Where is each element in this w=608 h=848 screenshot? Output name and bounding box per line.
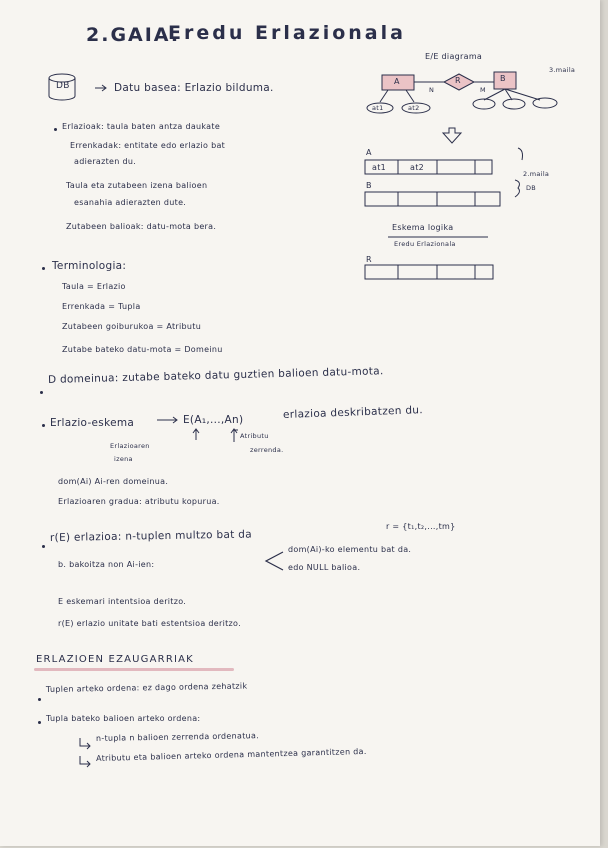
terminology-item-2: Errenkada = Tupla — [62, 302, 141, 311]
relation-def-branch-1: dom(Ai)-ko elementu bat da. — [288, 545, 412, 554]
bullet — [54, 128, 57, 131]
er-diagram-label: E/E diagrama — [425, 52, 483, 61]
arrow-icon — [95, 85, 106, 91]
schema-def-formula: E(A₁,...,An) — [183, 414, 244, 426]
bullet — [38, 698, 41, 701]
features-sub-2: Atributu eta balioen arteko ordena mantentzea garantitzen da. — [95, 746, 367, 763]
terminology-heading: Terminologia: — [52, 260, 127, 272]
relation-def-set: r = {t₁,t₂,...,tm} — [386, 522, 456, 531]
logic-schema-title: Eskema logika — [392, 223, 454, 232]
schema-level-note: 2.maila — [523, 170, 550, 178]
bullet — [42, 424, 45, 427]
chapter-number: 2.GAIA. — [86, 24, 181, 46]
db-icon-label: DB — [56, 81, 70, 91]
features-heading: ERLAZIOEN EZAUGARRIAK — [36, 654, 194, 665]
intension-line-1: E eskemari intentsioa deritzo. — [58, 597, 187, 606]
schema-def-rest: erlazioa deskribatzen du. — [282, 404, 424, 421]
schema-def-attr-label-1: Atributu — [240, 432, 269, 440]
arrow-icon — [80, 756, 90, 767]
attr2-label: at2 — [408, 104, 420, 112]
table-a-label: A — [366, 148, 372, 157]
table-a-cell-2: at2 — [410, 163, 425, 172]
branch-icon — [266, 552, 283, 570]
arrow-up-icon — [231, 429, 238, 442]
entity-b-label: B — [500, 74, 506, 83]
schema-db-note: DB — [526, 184, 537, 192]
features-sub-1: n-tupla n balioen zerrenda ordenatua. — [95, 731, 260, 743]
attr1-label: at1 — [372, 104, 384, 112]
cardinality-m: M — [480, 86, 486, 94]
features-line-2: Tupla bateko balioen arteko ordena: — [46, 714, 201, 723]
table-r-label: R — [366, 255, 372, 264]
schema-def-name-label-1: Erlazioaren — [110, 442, 150, 450]
relation-def-item: b. bakoitza non Ai-ien: — [58, 560, 155, 569]
heading-highlight — [34, 668, 234, 671]
entity-a-label: A — [394, 77, 400, 86]
relation-label: R — [455, 76, 461, 85]
terminology-item-1: Taula = Erlazio — [62, 282, 126, 291]
brace-icon — [515, 180, 519, 197]
intension-line-2: r(E) erlazio unitate bati estentsioa deritzo. — [58, 619, 241, 628]
schema-def-label: Erlazio-eskema — [50, 417, 135, 429]
schema-def-attr-label-2: zerrenda. — [250, 446, 284, 454]
table-b-label: B — [366, 181, 372, 190]
relations-line-4: Taula eta zutabeen izena balioen — [66, 181, 208, 190]
terminology-item-3: Zutabeen goiburukoa = Atributu — [62, 322, 202, 331]
domain-definition: D domeinua: zutabe bateko datu guztien balioen datu-mota. — [47, 365, 384, 386]
relations-line-1: Erlazioak: taula baten antza daukate — [62, 122, 221, 131]
relations-line-2: Errenkadak: entitate edo erlazio bat — [70, 141, 226, 150]
terminology-item-4: Zutabe bateko datu-mota = Domeinu — [62, 345, 223, 354]
relations-line-6: Zutabeen balioak: datu-mota bera. — [66, 222, 217, 231]
table-b — [365, 192, 500, 206]
relation-def-branch-2: edo NULL balioa. — [288, 563, 361, 572]
cardinality-n: N — [429, 86, 435, 94]
arrow-up-icon — [193, 429, 199, 440]
relations-line-5: esanahia adierazten dute. — [74, 198, 187, 207]
schema-def-item-1: dom(Ai) Ai-ren domeinua. — [58, 477, 169, 486]
bullet — [40, 391, 43, 394]
schema-def-name-label-2: izena — [114, 455, 133, 463]
page-title: Eredu Erlazionala — [168, 22, 406, 44]
bullet — [42, 267, 45, 270]
schema-def-item-2: Erlazioaren gradua: atributu kopurua. — [58, 497, 220, 506]
logic-schema-subtitle: Eredu Erlazionala — [394, 240, 456, 248]
arrow-icon — [80, 738, 90, 749]
relations-line-3: adierazten du. — [74, 157, 137, 166]
bullet — [42, 545, 45, 548]
arrow-icon — [157, 417, 177, 423]
bullet — [38, 721, 41, 724]
features-line-1: Tuplen arteko ordena: ez dago ordena zehatzik — [45, 681, 248, 694]
relation-def-line: r(E) erlazioa: n-tuplen multzo bat da — [49, 528, 253, 544]
er-level-note: 3.maila — [549, 66, 576, 74]
table-r — [365, 265, 493, 279]
db-definition: Datu basea: Erlazio bilduma. — [114, 82, 274, 94]
table-a-cell-1: at1 — [372, 163, 387, 172]
